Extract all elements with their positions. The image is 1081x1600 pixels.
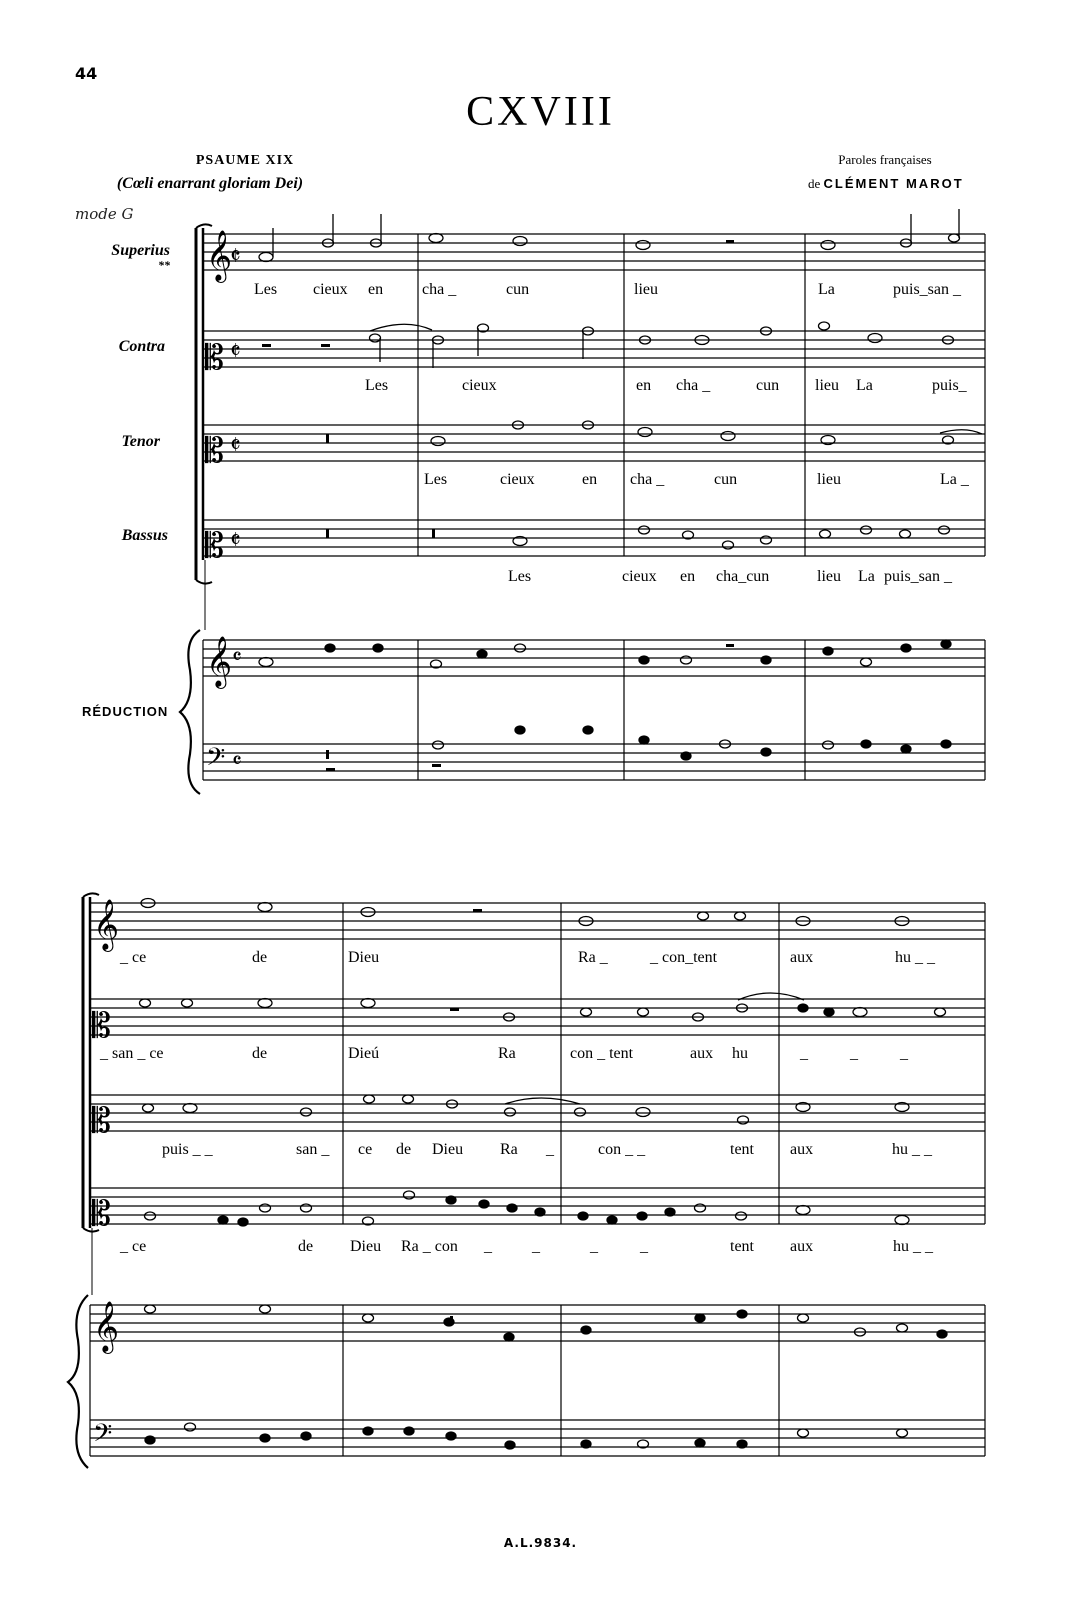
staff-reduction-bass-2 [90,1420,985,1456]
voice-name-contra: Contra [118,338,165,355]
staff-tenor-2 [90,1095,985,1131]
lyric-s2-contra-8: _ [800,1045,808,1062]
piece-title: CXVIII [466,89,615,135]
lyric-s1-bassus-6: La [858,568,875,585]
svg-text:𝄴: 𝄴 [232,645,242,670]
lyric-s1-superius-3: en [368,281,384,298]
plate-number: A.L.9834. [503,1536,578,1550]
staff-superius-2 [90,903,985,939]
lyric-s2-contra-2: de [252,1045,268,1062]
lyric-s2-bassus-1: _ ce [120,1238,147,1255]
staff-reduction-treble-2 [90,1305,985,1341]
lyric-s2-contra-1: _ san _ ce [100,1045,164,1062]
lyric-s1-superius-4: cha _ [422,281,457,298]
lyric-s2-contra-3: Dieú [348,1045,380,1062]
lyric-s2-superius-6: aux [790,949,814,966]
svg-text:𝄞: 𝄞 [206,636,233,687]
lyric-s2-bassus-5: _ [484,1238,492,1255]
lyric-s1-superius-6: lieu [634,281,658,298]
reduction-label: RÉDUCTION [82,704,169,719]
svg-text:𝄡: 𝄡 [92,1194,111,1234]
lyric-s1-tenor-1: Les [424,471,448,488]
lyric-s2-tenor-4: de [396,1141,412,1158]
lyric-s1-contra-1: Les [365,377,389,394]
voice-name-tenor: Tenor [121,433,160,450]
lyric-s1-tenor-6: lieu [817,471,841,488]
svg-text:𝄞: 𝄞 [93,899,120,950]
lyric-s1-superius-5: cun [506,281,530,298]
svg-text:𝄡: 𝄡 [205,431,224,471]
psalm-subtitle: (Cœli enarrant gloriam Dei) [116,175,304,192]
lyric-s1-bassus-1: Les [508,568,532,585]
staff-contra-2 [90,999,985,1035]
svg-text:𝄴: 𝄴 [232,749,242,774]
lyric-s1-superius-8: puis_san _ [893,281,961,298]
lyric-s2-bassus-2: de [298,1238,314,1255]
svg-text:𝄢: 𝄢 [206,743,226,778]
lyric-s2-bassus-4: Ra _ con [401,1238,458,1255]
staff-tenor-1 [203,425,985,461]
lyric-s2-contra-4: Ra [498,1045,516,1062]
psalm-title: PSAUME XIX [195,153,295,168]
lyric-s2-contra-9: _ [850,1045,858,1062]
lyric-s2-superius-3: Dieu [348,949,380,966]
lyric-s1-tenor-7: La _ [940,471,969,488]
lyric-s1-bassus-5: lieu [817,568,841,585]
lyric-s1-bassus-2: cieux [622,568,657,585]
lyric-s2-bassus-6: _ [532,1238,540,1255]
lyric-s1-bassus-3: en [680,568,696,585]
lyric-s2-superius-7: hu _ _ [895,949,935,966]
svg-text:𝄡: 𝄡 [92,1006,111,1046]
lyric-s2-superius-4: Ra _ [578,949,608,966]
lyric-s2-bassus-10: aux [790,1238,814,1255]
lyric-s1-tenor-4: cha _ [630,471,665,488]
lyric-s1-tenor-5: cun [714,471,738,488]
lyric-s2-contra-6: aux [690,1045,714,1062]
lyric-s2-contra-10: _ [900,1045,908,1062]
lyric-s1-bassus-4: cha_cun [716,568,770,585]
svg-text:𝄡: 𝄡 [205,526,224,566]
lyric-s2-tenor-10: aux [790,1141,814,1158]
lyric-s2-tenor-5: Dieu [432,1141,464,1158]
lyric-s1-superius-2: cieux [313,281,348,298]
lyric-s1-superius-7: La [818,281,835,298]
lyric-s2-contra-7: hu [732,1045,748,1062]
lyric-s1-contra-8: puis_ [932,377,967,394]
lyric-s2-bassus-3: Dieu [350,1238,382,1255]
handwritten-note: mode G [75,205,134,223]
lyric-s2-bassus-11: hu _ _ [893,1238,933,1255]
lyric-s2-tenor-8: con _ _ [598,1141,646,1158]
lyric-s1-contra-6: lieu [815,377,839,394]
lyric-s2-tenor-9: tent [730,1141,754,1158]
lyric-s2-bassus-9: tent [730,1238,754,1255]
lyric-s2-tenor-6: Ra [500,1141,518,1158]
lyric-s1-contra-2: cieux [462,377,497,394]
voice-name-superius: Superius [111,242,170,259]
svg-text:𝄡: 𝄡 [205,338,224,378]
voice-name-bassus: Bassus [121,527,168,544]
svg-text:𝄵: 𝄵 [230,431,241,459]
lyric-s2-contra-5: con _ tent [570,1045,634,1062]
staff-bassus-1 [203,520,985,556]
lyric-s1-contra-4: cha _ [676,377,711,394]
svg-text:𝄞: 𝄞 [93,1301,120,1352]
svg-text:𝄞: 𝄞 [206,230,233,281]
lyric-s1-superius-1: Les [254,281,278,298]
lyric-s2-superius-2: de [252,949,268,966]
lyric-s2-tenor-1: puis _ _ [162,1141,213,1158]
author-credit: de CLÉMENT MAROT [808,176,964,191]
lyric-s1-contra-5: cun [756,377,780,394]
svg-text:𝄵: 𝄵 [230,242,241,270]
svg-text:𝄵: 𝄵 [230,337,241,365]
lyric-s1-contra-7: La [856,377,873,394]
lyrics-credit: Paroles françaises [838,152,932,167]
lyric-s2-tenor-3: ce [358,1141,373,1158]
staff-reduction-bass-1 [203,744,985,780]
staff-superius-1 [203,234,985,270]
voice-marker-superius: ** [158,258,170,272]
svg-text:𝄵: 𝄵 [230,526,241,554]
svg-text:𝄡: 𝄡 [92,1101,111,1141]
lyric-s2-tenor-7: _ [546,1141,554,1158]
lyric-s1-tenor-2: cieux [500,471,535,488]
lyric-s2-bassus-8: _ [640,1238,648,1255]
lyric-s2-superius-1: _ ce [120,949,147,966]
lyric-s2-superius-5: _ con_tent [650,949,718,966]
lyric-s2-bassus-7: _ [590,1238,598,1255]
lyric-s1-bassus-7: puis_san _ [884,568,952,585]
lyric-s2-tenor-11: hu _ _ [892,1141,932,1158]
page-number: 44 [75,64,98,83]
svg-text:𝄢: 𝄢 [93,1419,113,1454]
lyric-s1-contra-3: en [636,377,652,394]
lyric-s1-tenor-3: en [582,471,598,488]
lyric-s2-tenor-2: san _ [296,1141,330,1158]
